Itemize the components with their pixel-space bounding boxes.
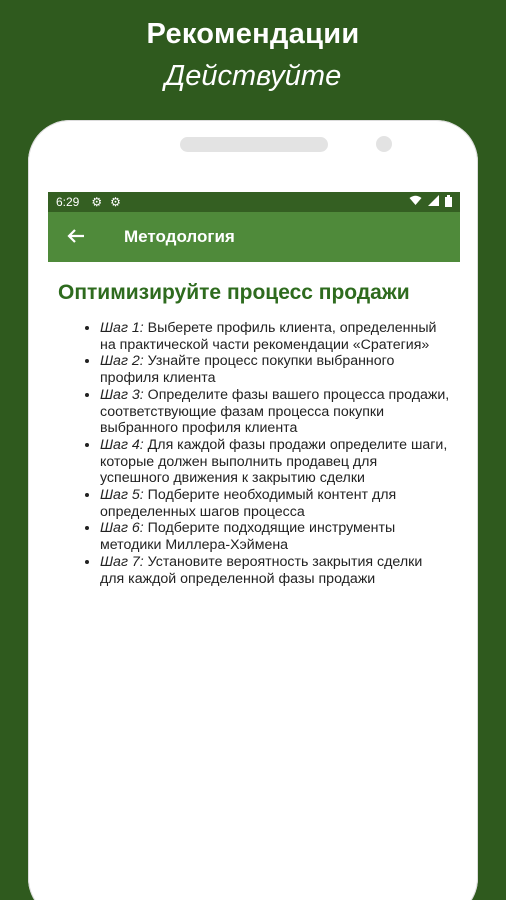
phone-camera [376,136,392,152]
step-text: Для каждой фазы продажи определите шаги, которые должен выполнить продавец для успешного движения к закрытию сделки [100,436,448,487]
step-text: Выберете профиль клиента, определенный на практической части рекомендации «Сратегия» [100,320,437,353]
battery-icon [445,195,452,210]
promo-subtitle: Действуйте [164,60,342,92]
phone-frame [28,120,478,900]
list-item [100,437,450,487]
step-text: Подберите необходимый контент для определенных шагов процесса [100,487,397,520]
app-title: Методология [124,227,235,246]
status-time: 6:29 [56,195,80,209]
step-text: Узнайте процесс покупки выбранного профиля клиента [100,353,395,387]
promo-title: Рекомендации [146,18,360,50]
step-label: Шаг 5: [100,487,144,504]
step-text: Установите вероятность закрытия сделки для каждой определенной фазы продажи [100,553,423,587]
list-item [100,554,450,587]
list-item [100,520,450,553]
back-button[interactable] [48,212,104,262]
step-text: Определите фазы вашего процесса продажи, соответствующие фазам процесса покупки выбранного профиля клиента [100,386,450,437]
step-label: Шаг 3: [100,386,144,403]
step-label: Шаг 4: [100,436,144,453]
back-arrow-icon [67,224,85,250]
list-item [100,487,450,520]
step-text: Подберите подходящие инструменты методики Миллера-Хэймена [100,520,396,554]
section-heading: Оптимизируйте процесс продажи [58,281,410,304]
step-label: Шаг 1: [100,320,144,336]
app-bar [48,212,460,262]
gear-icon: ⚙ [110,195,121,209]
signal-icon [428,195,439,209]
phone-speaker [180,137,328,152]
wifi-icon [409,195,422,209]
status-bar [48,192,460,212]
list-item [100,387,450,437]
gear-icon: ⚙ [91,195,103,209]
list-item [100,353,450,386]
steps-list [58,320,450,587]
list-item [100,320,450,353]
step-label: Шаг 7: [100,553,144,570]
step-label: Шаг 2: [100,353,144,370]
phone-screen [48,192,460,900]
step-label: Шаг 6: [100,520,144,537]
content-area [48,262,460,587]
